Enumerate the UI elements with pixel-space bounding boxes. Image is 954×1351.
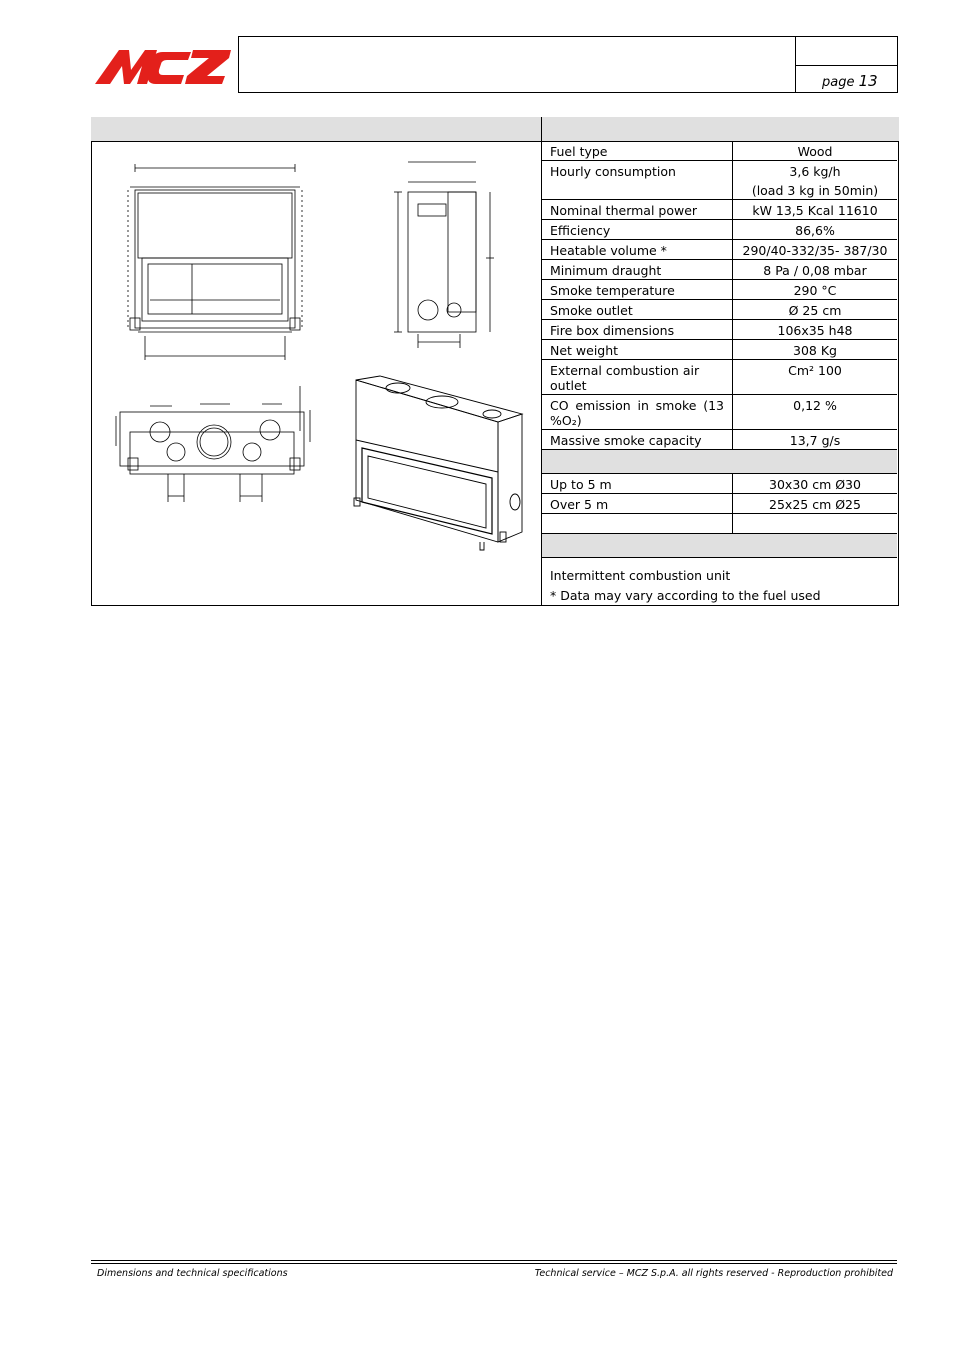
spec-row: Efficiency 86,6% [542, 220, 897, 240]
spec-row: Fire box dimensions 106x35 h48 [542, 320, 897, 340]
spec-row: Net weight 308 Kg [542, 340, 897, 360]
flue-row: Over 5 m 25x25 cm Ø25 [542, 494, 897, 514]
front-view-drawing [120, 160, 310, 365]
flue-row: Up to 5 m 30x30 cm Ø30 [542, 474, 897, 494]
side-view-drawing [388, 158, 498, 353]
footer-right-text: Technical service – MCZ S.p.A. all rights reserved - Reproduction prohibited [534, 1268, 893, 1279]
header-cell-divider [796, 65, 897, 66]
footer-rule-bottom [91, 1263, 897, 1264]
spec-row: Smoke outlet Ø 25 cm [542, 300, 897, 320]
spec-row: Hourly consumption 3,6 kg/h (load 3 kg in 50min) [542, 161, 897, 200]
note-intermittent: Intermittent combustion unit [550, 568, 731, 583]
notes [550, 566, 821, 606]
spec-row: Minimum draught 8 Pa / 0,08 mbar [542, 260, 897, 280]
spec-row: Heatable volume * 290/40-332/35- 387/30 [542, 240, 897, 260]
spec-row: Smoke temperature 290 °C [542, 280, 897, 300]
flue-section-header [542, 450, 897, 474]
spec-row: Fuel type Wood [542, 141, 897, 161]
spec-row: CO emission in smoke (13 %O₂) 0,12 % [542, 395, 897, 430]
spec-table [542, 141, 897, 558]
page-number: 13 [858, 72, 878, 90]
perspective-view-drawing [350, 372, 530, 552]
spec-row: Massive smoke capacity 13,7 g/s [542, 430, 897, 450]
notes-section-header [542, 534, 897, 558]
footer-rule-top [91, 1260, 897, 1261]
top-view-drawing [112, 386, 317, 506]
spec-row: External combustion air outlet Cm² 100 [542, 360, 897, 395]
page-number-label: page 13 [822, 72, 878, 90]
mcz-logo [93, 42, 233, 86]
spec-panel-header-row [91, 117, 899, 142]
flue-blank-row [542, 514, 897, 534]
spec-row: Nominal thermal power kW 13,5 Kcal 11610 [542, 200, 897, 220]
footer-left-text: Dimensions and technical specifications [97, 1268, 288, 1279]
note-data-vary: * Data may vary according to the fuel used [550, 588, 821, 603]
